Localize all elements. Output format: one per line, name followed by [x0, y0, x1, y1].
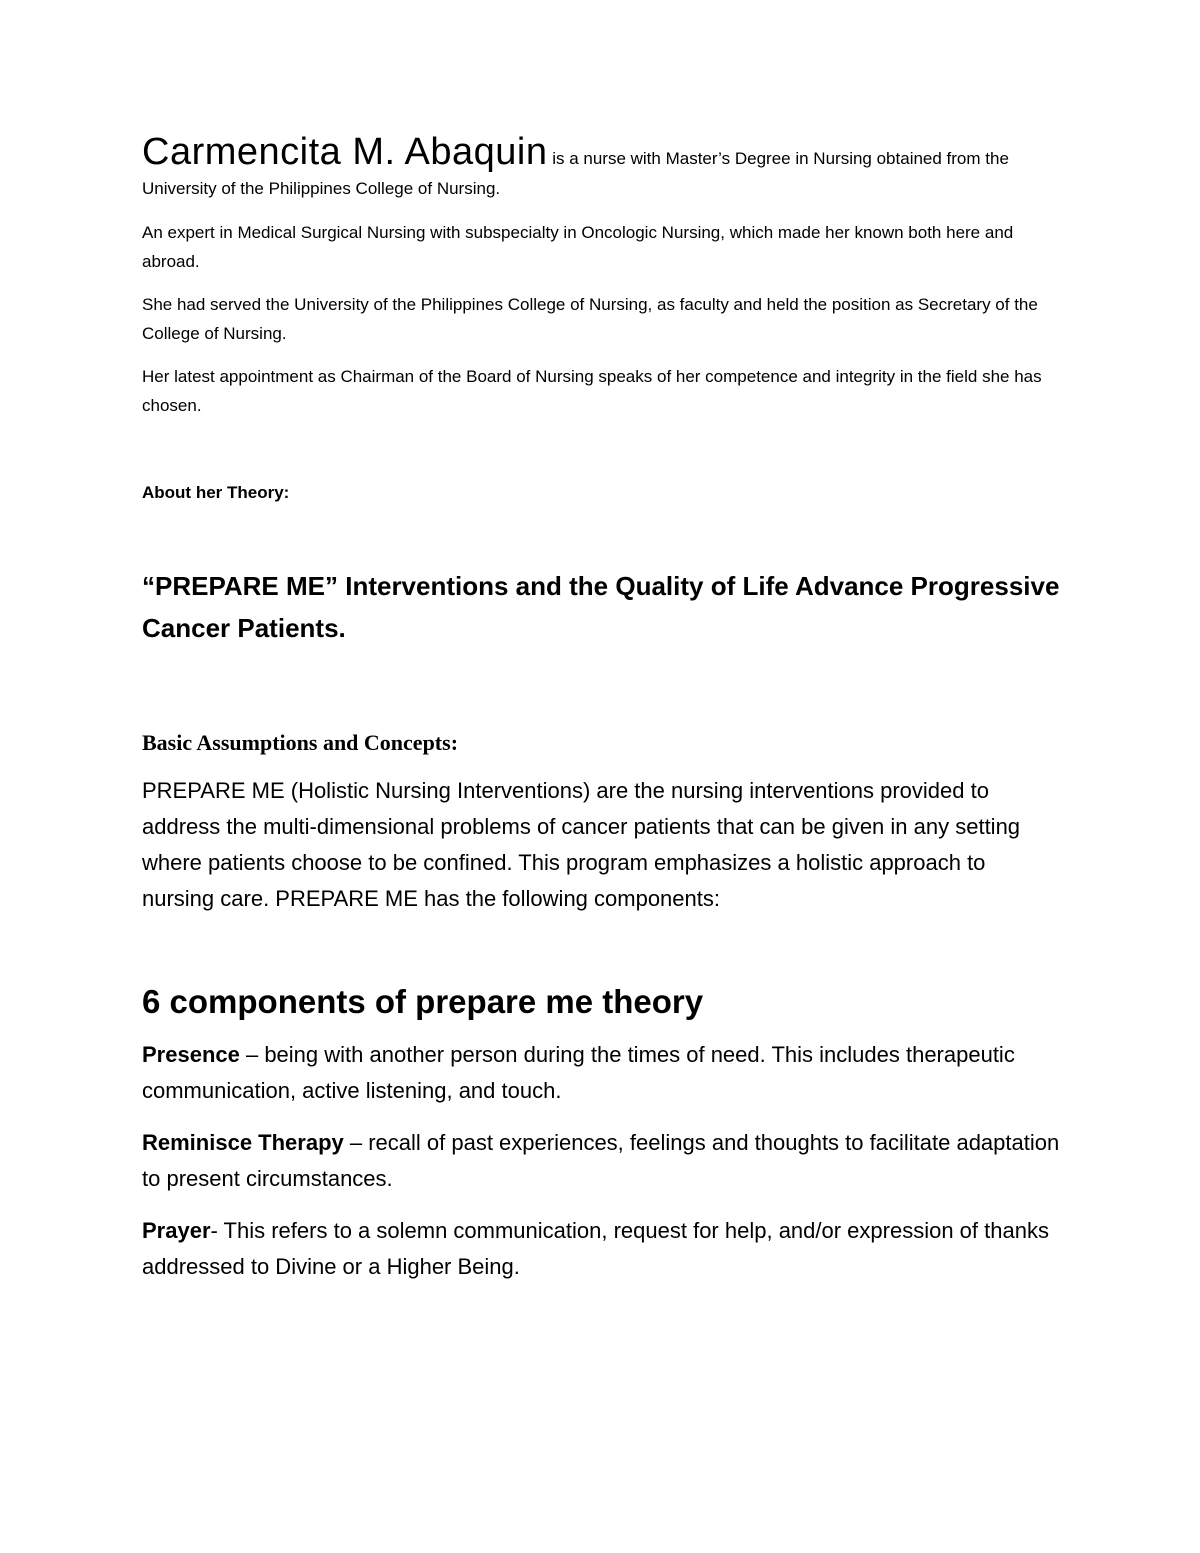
component-description: - This refers to a solemn communication, request for help, and/or expression of thanks addressed to Divine or a Higher Being. — [142, 1218, 1049, 1279]
bio-appointment-paragraph: Her latest appointment as Chairman of the Board of Nursing speaks of her competence and integrity in the field she has chosen. — [142, 367, 1042, 415]
assumptions-heading: Basic Assumptions and Concepts: — [142, 730, 459, 755]
bio-served-paragraph: She had served the University of the Philippines College of Nursing, as faculty and held the position as Secretary of the College of Nursing. — [142, 295, 1038, 343]
theory-title: “PREPARE ME” Interventions and the Quality of Life Advance Progressive Cancer Patients. — [142, 571, 1060, 643]
component-item — [142, 1037, 1062, 1109]
about-theory-label: About her Theory: — [142, 483, 290, 502]
component-item — [142, 1213, 1062, 1285]
document-page — [142, 131, 1062, 1285]
component-description: – being with another person during the times of need. This includes therapeutic communication, active listening, and touch. — [142, 1042, 1015, 1103]
bio-expert-paragraph: An expert in Medical Surgical Nursing with subspecialty in Oncologic Nursing, which made her known both here and abroad. — [142, 223, 1014, 271]
assumptions-body: PREPARE ME (Holistic Nursing Interventions) are the nursing interventions provided to address the multi-dimensional problems of cancer patients that can be given in any setting where patients choose to be confined. This program emphasizes a holistic approach to nursing care. PREPARE ME has the following components: — [142, 778, 1021, 911]
component-item — [142, 1125, 1062, 1197]
author-name: Carmencita M. Abaquin — [142, 131, 548, 173]
component-term: Prayer — [142, 1218, 211, 1243]
bio-intro-text: is a nurse with Master’s Degree in Nursing obtained from the University of the Philippines College of Nursing. — [142, 149, 1009, 198]
components-heading: 6 components of prepare me theory — [142, 983, 704, 1020]
component-term: Reminisce Therapy — [142, 1130, 344, 1155]
component-term: Presence — [142, 1042, 240, 1067]
component-description: – recall of past experiences, feelings and thoughts to facilitate adaptation to present circumstances. — [142, 1130, 1060, 1191]
bio-intro-paragraph — [142, 131, 1062, 204]
